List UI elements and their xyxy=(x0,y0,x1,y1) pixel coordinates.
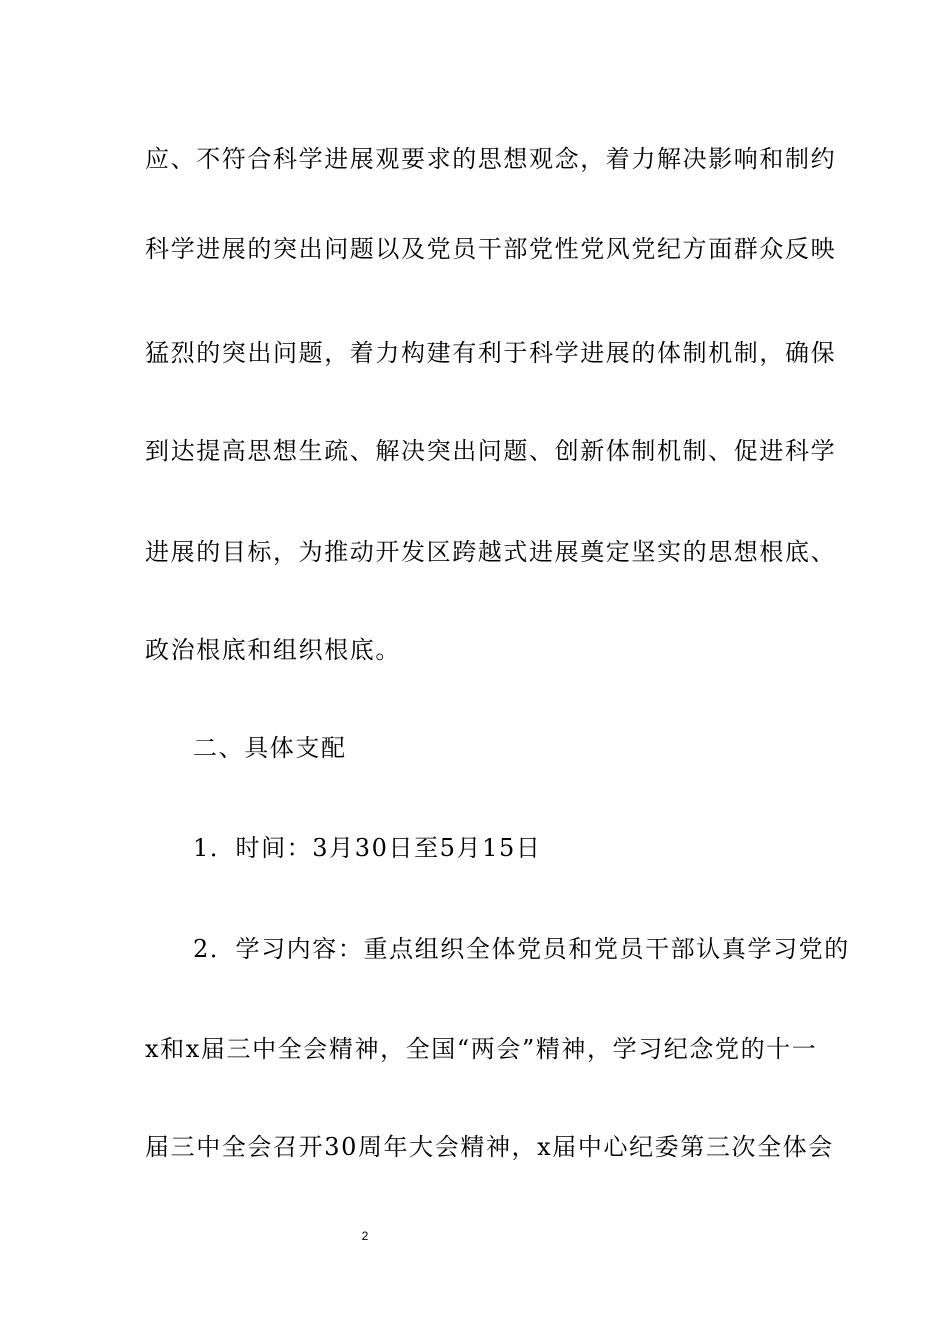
body-text-line-5: 进展的目标，为推动开发区跨越式进展奠定坚实的思想根底、 xyxy=(145,538,837,566)
body-text-line-10: x和x届三中全会精神，全国“两会”精神，学习纪念党的十一 xyxy=(145,1035,818,1063)
page-number: 2 xyxy=(361,1229,369,1243)
body-text-line-11: 届三中全会召开30周年大会精神，x届中心纪委第三次全体会 xyxy=(145,1133,834,1161)
schedule-time-item: 1．时间：3月30日至5月15日 xyxy=(193,834,542,862)
section-heading: 二、具体支配 xyxy=(193,734,347,762)
body-text-line-2: 科学进展的突出问题以及党员干部党性党风党纪方面群众反映 xyxy=(145,235,837,263)
body-text-line-4: 到达提高思想生疏、解决突出问题、创新体制机制、促进科学 xyxy=(145,437,837,465)
body-text-line-6: 政治根底和组织根底。 xyxy=(145,636,401,664)
body-text-line-3: 猛烈的突出问题，着力构建有利于科学进展的体制机制，确保 xyxy=(145,339,837,367)
body-text-line-1: 应、不符合科学进展观要求的思想观念，着力解决影响和制约 xyxy=(145,145,837,173)
study-content-item: 2．学习内容：重点组织全体党员和党员干部认真学习党的 xyxy=(193,935,850,963)
